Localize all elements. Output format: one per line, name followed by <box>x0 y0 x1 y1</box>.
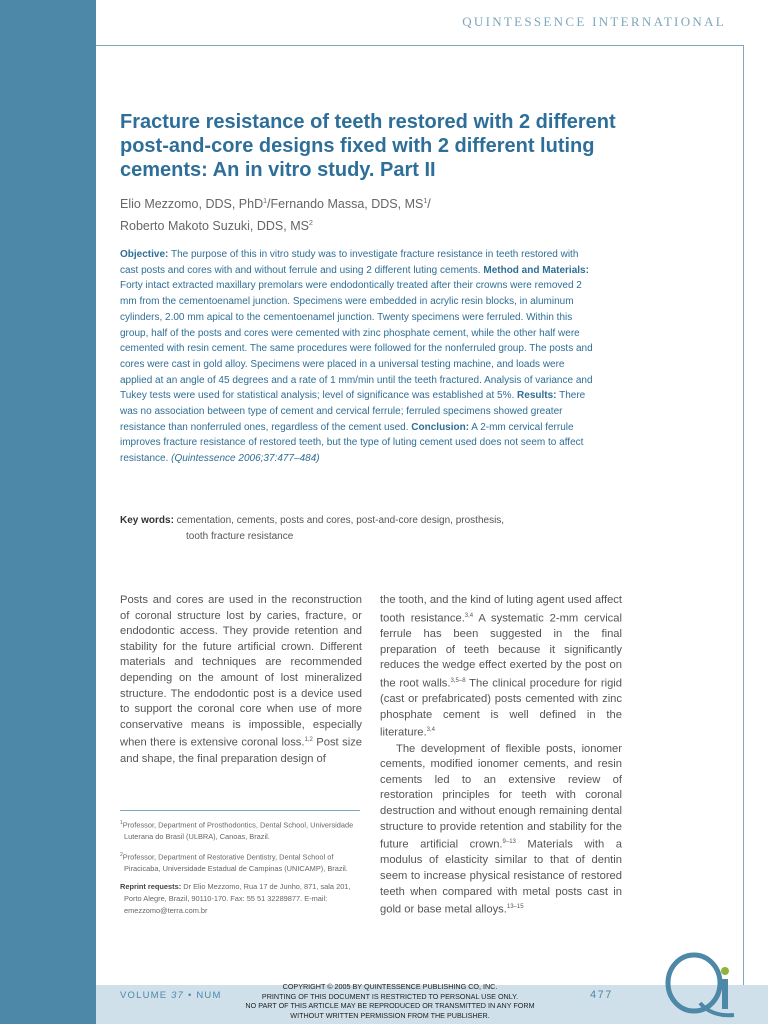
journal-name: QUINTESSENCE INTERNATIONAL <box>462 14 726 29</box>
footnote-1 <box>120 818 366 843</box>
author-name: Roberto Makoto Suzuki, DDS, MS <box>120 219 309 234</box>
left-color-bar <box>0 0 96 1024</box>
reference-marker: 3,4 <box>464 612 474 619</box>
abstract-citation: (Quintessence 2006;37:477–484) <box>171 453 320 465</box>
abstract-conclusion-label: Conclusion: <box>411 421 470 433</box>
footnote-text: Professor, Department of Prosthodontics, Dental School, Universidade Luterana do Brasil (ULBRA), Canoas, Brazil. <box>122 820 354 842</box>
number-label: NUM <box>196 990 222 1001</box>
body-paragraph <box>120 593 362 767</box>
body-text: Post size and shape, the final preparation design of <box>120 737 363 765</box>
reference-marker: 3,5–8 <box>450 677 466 684</box>
author-list <box>120 192 640 236</box>
volume-number: 37 <box>171 990 185 1001</box>
abstract <box>120 247 594 467</box>
footnote-marker: 1 <box>120 820 123 826</box>
copyright-line: WITHOUT WRITTEN PERMISSION FROM THE PUBLISHER. <box>290 1010 490 1020</box>
abstract-conclusion-text: A 2-mm cervical ferrule improves fracture resistance of restored teeth, but the type of luting cement used does not seem to affect resistance. <box>120 421 584 465</box>
copyright-line: COPYRIGHT © 2005 BY QUINTESSENCE PUBLISHING CO, INC. <box>282 982 498 991</box>
copyright-line: PRINTING OF THIS DOCUMENT IS RESTRICTED TO PERSONAL USE ONLY. <box>261 991 519 1001</box>
right-vertical-rule <box>743 45 744 985</box>
page-number: 477 <box>590 989 613 1001</box>
body-text: The development of flexible posts, ionomer cements, modified ionomer cements, and resin cements led to an extensive review of restoration principles for teeth with coronal destruction and without enough remaining dental structure to provide retention and stability for the future artificial crown. <box>380 742 622 851</box>
abstract-methods-text: Forty intact extracted maxillary premolars were endodontically treated after their crowns were removed 2 mm from the cementoenamel junction. Specimens were embedded in acrylic resin blocks, in aluminum cylinders, 2.00 mm apical to the cementoenamel junction. Twenty specimens were ferruled. Within this group, half of the posts and cores were cemented with zinc phosphate cement, while the other half were cemented with resin cement. The same procedures were followed for the nonferruled group. The posts and cores were cast in gold alloy. Specimens were placed in a universal testing machine, and loads were applied at an angle of 45 degrees and a rate of 1 mm/min until the teeth fractured. Analysis of variance and Tukey tests were used for statistical analysis; level of significance was established at 5%. <box>120 280 593 402</box>
abstract-results-label: Results: <box>517 390 557 402</box>
abstract-objective-text: The purpose of this in vitro study was to investigate fracture resistance in teeth restored with cast posts and cores with and without ferrule and using 2 different luting cements. <box>120 249 579 276</box>
reference-marker: 13–15 <box>506 904 524 911</box>
reference-marker: 1,2 <box>304 737 313 744</box>
body-text: Posts and cores are used in the reconstruction of coronal structure lost by caries, fracture, or endodontic access. They provide retention and stability for the future artificial crown. Different materials and techniques are recommended depending on the amount of lost mineralized structure. The endodontic post is a device used to support the coronal core when use of more conservative means is impossible, especially when there is extensive coronal loss. <box>120 594 362 750</box>
body-paragraph <box>380 742 622 919</box>
header-rule <box>96 45 744 46</box>
author-name: /Fernando Massa, DDS, MS <box>267 197 424 212</box>
keywords-label: Key words: <box>120 515 174 526</box>
author-name: Elio Mezzomo, DDS, PhD <box>120 197 264 212</box>
abstract-results-text: There was no association between type of cement and cervical ferrule; ferruled specimens showed greater resistance than nonferruled ones, regardless of the cement used. <box>120 390 586 433</box>
volume-label: VOLUME <box>120 990 168 1001</box>
keywords <box>120 513 600 544</box>
article-title: Fracture resistance of teeth restored with 2 different post-and-core designs fixed with 2 different luting cements: An in vitro study. Part II <box>120 111 616 181</box>
affiliation-marker: 2 <box>308 220 313 228</box>
reference-marker: 9–13 <box>502 839 516 846</box>
reprint-label: Reprint requests: <box>120 882 182 892</box>
abstract-objective-label: Objective: <box>120 249 169 260</box>
body-text: Materials with a modulus of elasticity similar to that of dentin seem to increase physical resistance of restored teeth when compared with metal posts cast in gold or base metal alloys. <box>380 838 622 916</box>
footnotes <box>120 818 366 923</box>
reprint-text: Dr Elio Mezzomo, Rua 17 de Junho, 871, sala 201, Porto Alegre, Brazil, 90110-170. Fax: 55 51 32289877. E-mail: emezzomo@terra.com.br <box>124 882 351 915</box>
footnote-marker: 2 <box>120 851 123 858</box>
keywords-line-1: cementation, cements, posts and cores, post-and-core design, prosthesis, <box>173 515 505 526</box>
body-paragraph <box>380 593 622 742</box>
quintessence-logo <box>660 945 740 1020</box>
body-column-left <box>120 593 362 767</box>
footnote-rule <box>120 810 360 811</box>
copyright-line: NO PART OF THIS ARTICLE MAY BE REPRODUCED OR TRANSMITTED IN ANY FORM <box>245 1001 535 1010</box>
reprint-requests <box>120 881 366 916</box>
copyright-notice <box>200 982 580 1020</box>
reference-marker: 3,4 <box>426 727 435 734</box>
affiliation-marker: 1 <box>423 198 428 205</box>
body-text: the tooth, and the kind of luting agent used affect tooth resistance. <box>380 594 622 625</box>
body-text: The clinical procedure for rigid (cast or prefabricated) posts cemented with zinc phosphate cement is well defined in the literature. <box>380 677 622 739</box>
author-separator: / <box>427 197 431 212</box>
affiliation-marker: 1 <box>263 198 268 205</box>
abstract-methods-label: Method and Materials: <box>483 264 589 276</box>
volume-separator: • <box>187 990 193 1001</box>
footnote-2 <box>120 850 366 875</box>
body-column-right <box>380 593 622 919</box>
keywords-line-2: tooth fracture resistance <box>186 530 294 542</box>
footnote-text: Professor, Department of Restorative Dentistry, Dental School of Piracicaba, Universidade Estadual de Campinas (UNICAMP), Brazil. <box>122 852 348 873</box>
body-text: A systematic 2-mm cervical ferrule has been suggested in the final preparation of teeth because it significantly reduces the wedge effect exerted by the post on the root walls. <box>380 612 622 690</box>
